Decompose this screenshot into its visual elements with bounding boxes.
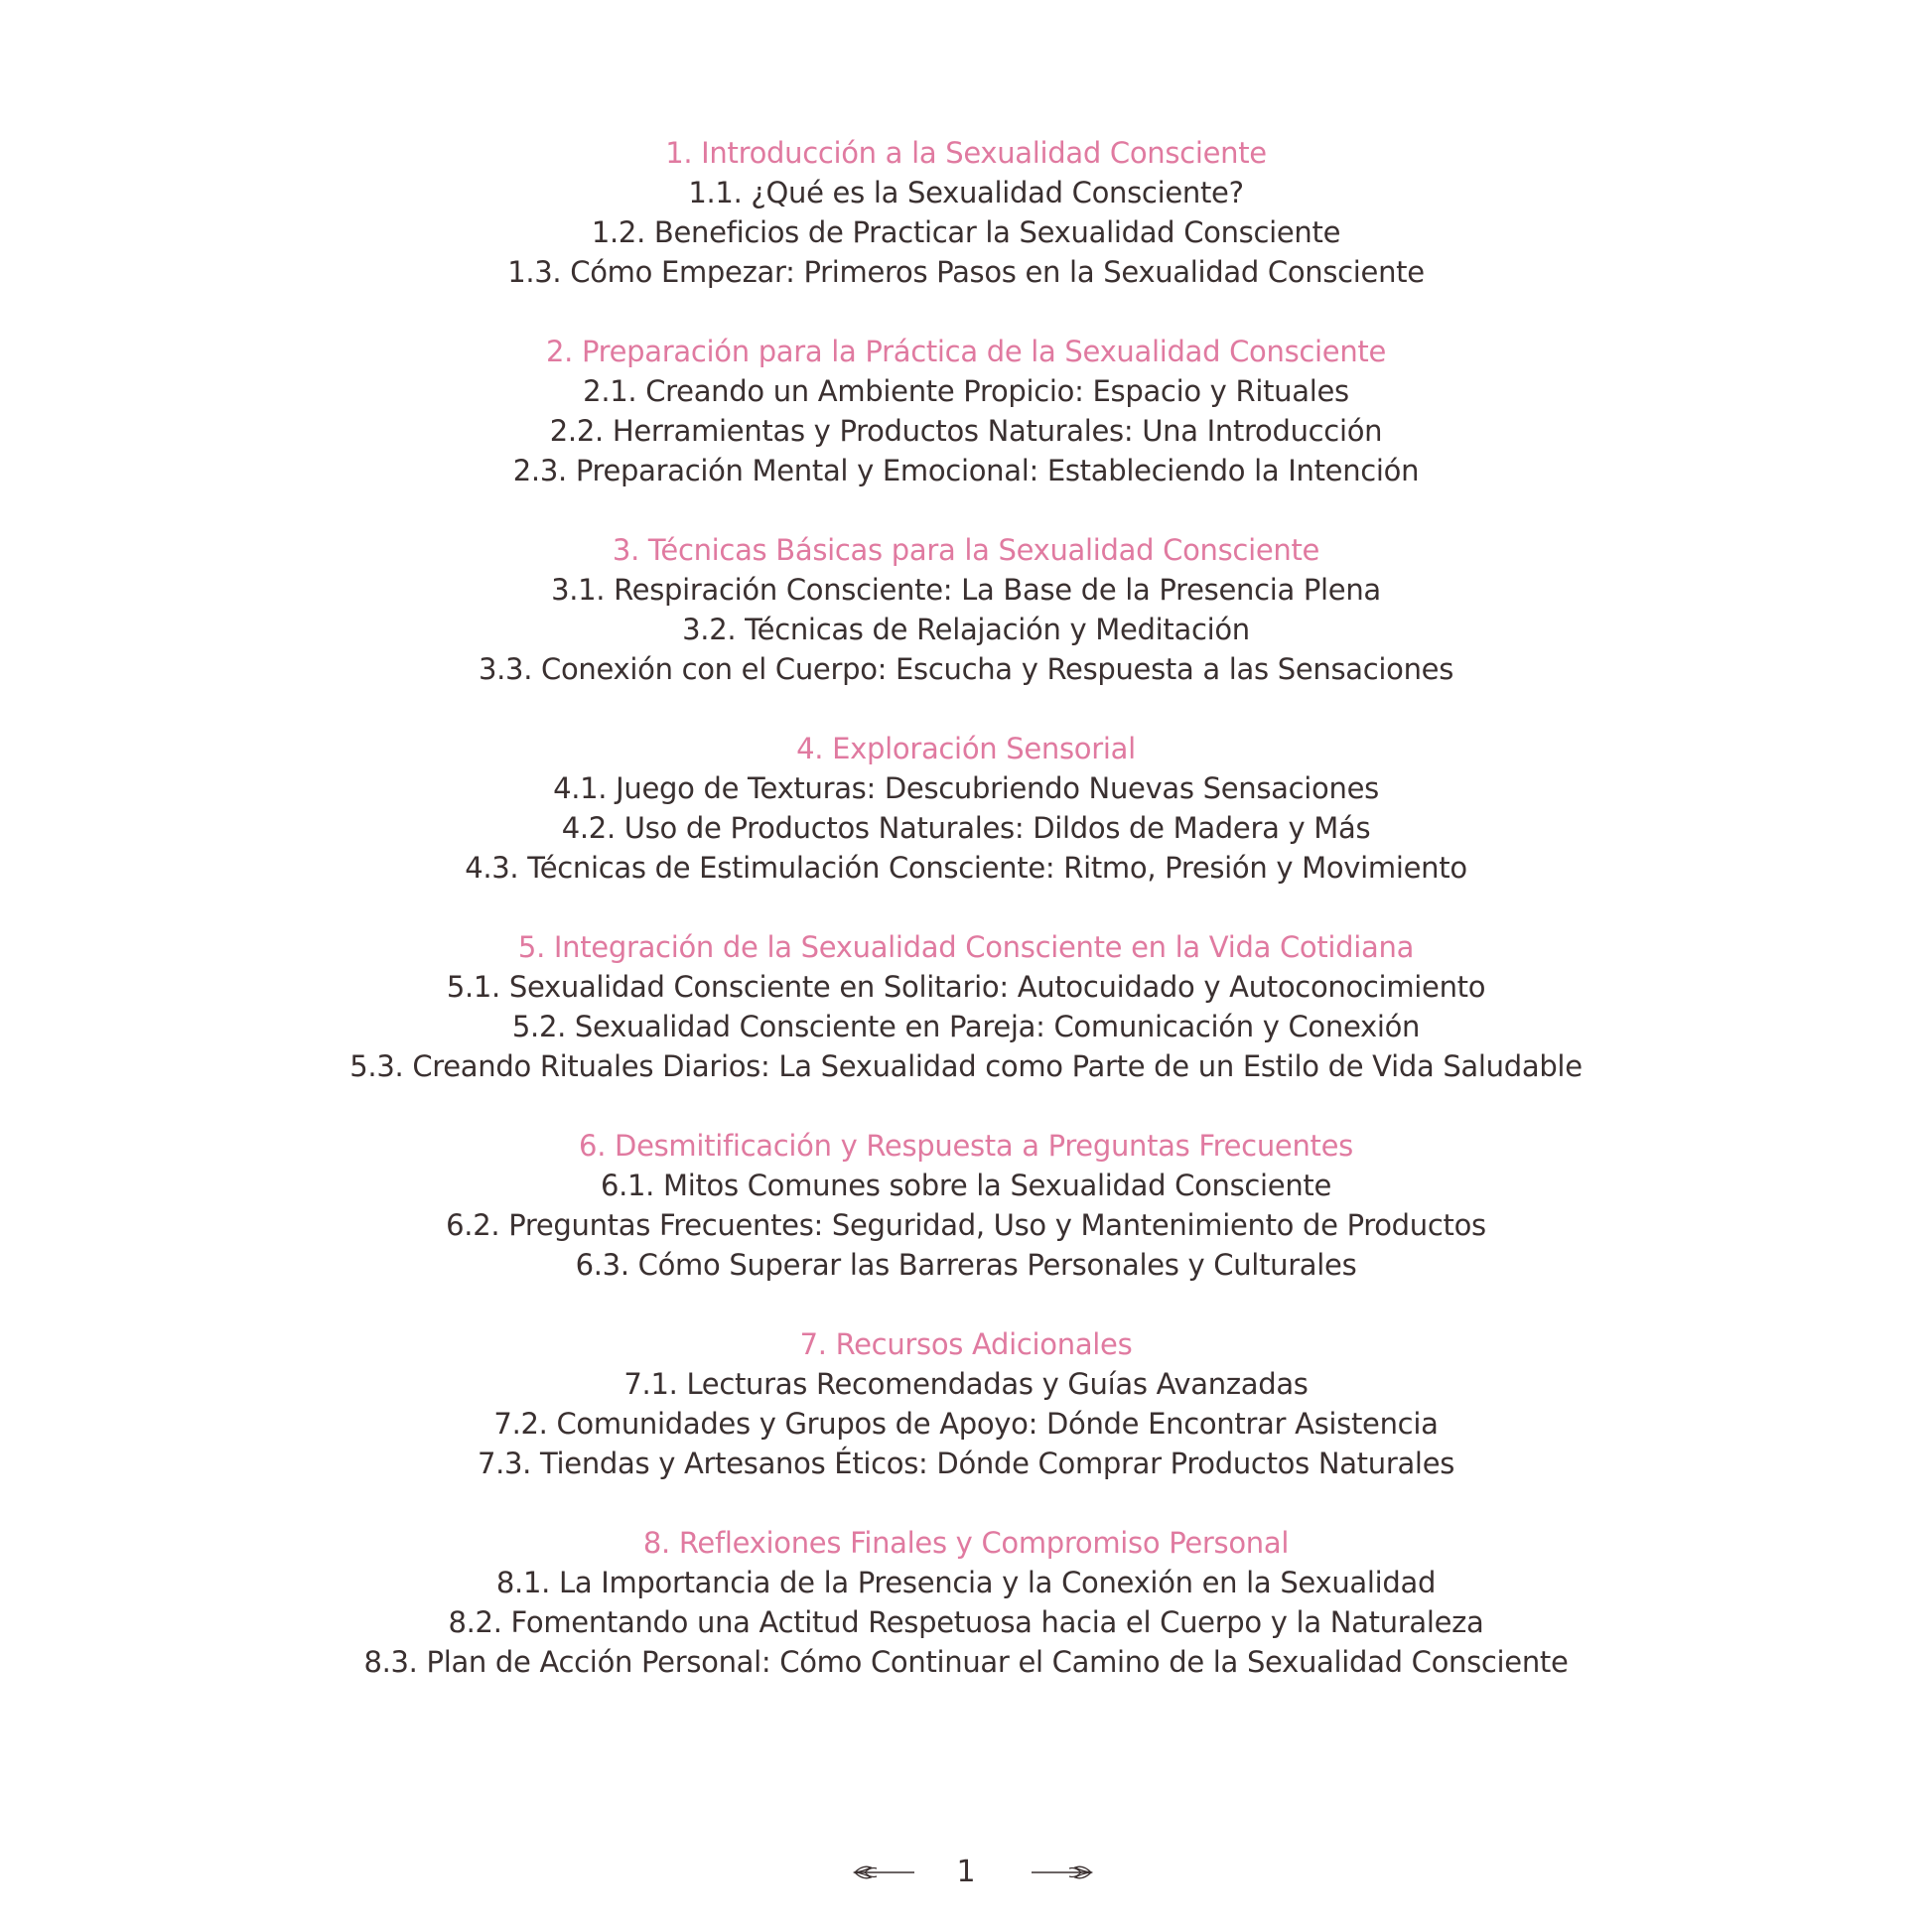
toc-item: 7.1. Lecturas Recomendadas y Guías Avanzadas <box>623 1367 1309 1401</box>
leaf-sprig-right-icon <box>1030 1859 1095 1886</box>
leaf-sprig-left-icon <box>851 1859 916 1886</box>
toc-item: 6.3. Cómo Superar las Barreras Personales y Culturales <box>575 1248 1357 1282</box>
toc-section-8 <box>0 1523 1932 1682</box>
toc-section-6 <box>0 1126 1932 1285</box>
toc-section-1 <box>0 133 1932 292</box>
toc-item: 7.3. Tiendas y Artesanos Éticos: Dónde Comprar Productos Naturales <box>477 1447 1455 1480</box>
toc-item: 1.1. ¿Qué es la Sexualidad Consciente? <box>688 176 1244 209</box>
toc-item: 1.3. Cómo Empezar: Primeros Pasos en la Sexualidad Consciente <box>507 255 1425 289</box>
toc-item: 5.3. Creando Rituales Diarios: La Sexualidad como Parte de un Estilo de Vida Saludable <box>349 1049 1583 1083</box>
section-title: 4. Exploración Sensorial <box>796 732 1136 765</box>
toc-item: 6.2. Preguntas Frecuentes: Seguridad, Uso y Mantenimiento de Productos <box>446 1208 1486 1242</box>
section-title: 8. Reflexiones Finales y Compromiso Personal <box>642 1526 1290 1560</box>
toc-item: 8.1. La Importancia de la Presencia y la Conexión en la Sexualidad <box>495 1566 1437 1599</box>
toc-item: 1.2. Beneficios de Practicar la Sexualidad Consciente <box>591 215 1341 249</box>
toc-section-4 <box>0 729 1932 888</box>
section-title: 1. Introducción a la Sexualidad Consciente <box>665 136 1267 170</box>
toc-item: 5.2. Sexualidad Consciente en Pareja: Comunicación y Conexión <box>511 1010 1421 1043</box>
toc-item: 6.1. Mitos Comunes sobre la Sexualidad Consciente <box>600 1169 1332 1202</box>
section-title: 5. Integración de la Sexualidad Consciente en la Vida Cotidiana <box>517 930 1415 964</box>
toc-section-5 <box>0 927 1932 1086</box>
toc-section-7 <box>0 1324 1932 1483</box>
toc-item: 7.2. Comunidades y Grupos de Apoyo: Dónde Encontrar Asistencia <box>493 1407 1439 1441</box>
toc-item: 4.2. Uso de Productos Naturales: Dildos de Madera y Más <box>561 811 1371 845</box>
toc-item: 2.3. Preparación Mental y Emocional: Estableciendo la Intención <box>512 454 1420 487</box>
toc-item: 3.1. Respiración Consciente: La Base de la Presencia Plena <box>551 573 1381 607</box>
section-title: 6. Desmitificación y Respuesta a Preguntas Frecuentes <box>579 1129 1353 1163</box>
toc-item: 3.2. Técnicas de Relajación y Meditación <box>682 613 1250 646</box>
section-title: 3. Técnicas Básicas para la Sexualidad Consciente <box>612 533 1320 567</box>
table-of-contents <box>0 133 1932 1722</box>
toc-item: 2.2. Herramientas y Productos Naturales: Una Introducción <box>549 414 1383 448</box>
toc-item: 8.2. Fomentando una Actitud Respetuosa hacia el Cuerpo y la Naturaleza <box>448 1605 1484 1639</box>
toc-item: 4.1. Juego de Texturas: Descubriendo Nuevas Sensaciones <box>553 771 1379 805</box>
toc-item: 3.3. Conexión con el Cuerpo: Escucha y Respuesta a las Sensaciones <box>478 652 1454 686</box>
toc-item: 8.3. Plan de Acción Personal: Cómo Continuar el Camino de la Sexualidad Consciente <box>363 1645 1569 1679</box>
page-number: 1 <box>956 1855 976 1889</box>
section-title: 7. Recursos Adicionales <box>799 1327 1133 1361</box>
page-footer <box>0 1851 1932 1894</box>
toc-item: 2.1. Creando un Ambiente Propicio: Espacio y Rituales <box>583 374 1349 408</box>
toc-item: 5.1. Sexualidad Consciente en Solitario: Autocuidado y Autoconocimiento <box>446 970 1486 1004</box>
toc-section-3 <box>0 530 1932 689</box>
toc-section-2 <box>0 332 1932 490</box>
toc-item: 4.3. Técnicas de Estimulación Consciente: Ritmo, Presión y Movimiento <box>465 851 1467 885</box>
section-title: 2. Preparación para la Práctica de la Sexualidad Consciente <box>545 335 1387 368</box>
